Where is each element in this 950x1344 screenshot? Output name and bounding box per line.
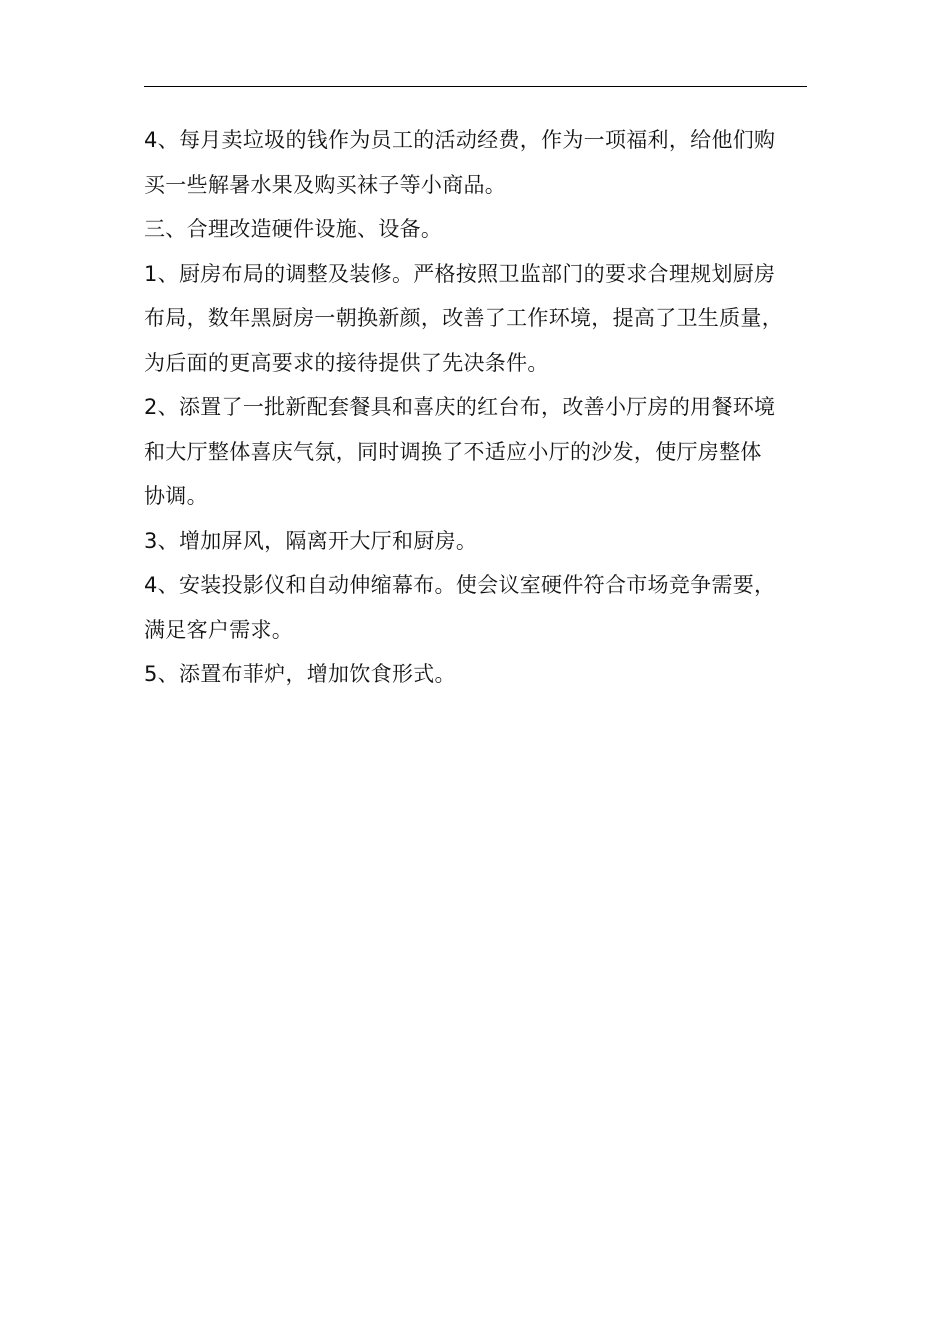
text-line: 买一些解暑水果及购买袜子等小商品。 xyxy=(144,172,507,197)
text-line: 布局，数年黑厨房一朝换新颜，改善了工作环境，提高了卫生质量， xyxy=(144,306,783,330)
header-rule xyxy=(144,86,807,87)
text-line: 1、厨房布局的调整及装修。严格按照卫监部门的要求合理规划厨房 xyxy=(144,261,776,286)
paragraph-screens xyxy=(144,519,816,564)
document-body xyxy=(144,118,816,697)
text-line: 和大厅整体喜庆气氛，同时调换了不适应小厅的沙发，使厅房整体 xyxy=(144,439,762,464)
text-line: 4、安装投影仪和自动伸缩幕布。使会议室硬件符合市场竞争需要， xyxy=(144,573,776,597)
text-line: 5、添置布菲炉，增加饮食形式。 xyxy=(144,662,456,686)
text-line: 3、增加屏风，隔离开大厅和厨房。 xyxy=(144,528,478,553)
section-heading-hardware xyxy=(144,207,816,252)
text-line: 为后面的更高要求的接待提供了先决条件。 xyxy=(144,350,549,375)
text-line: 4、每月卖垃圾的钱作为员工的活动经费，作为一项福利，给他们购 xyxy=(144,128,776,152)
paragraph-tableware xyxy=(144,385,816,519)
paragraph-kitchen-layout xyxy=(144,252,816,386)
text-line: 2、添置了一批新配套餐具和喜庆的红台布，改善小厅房的用餐环境 xyxy=(144,395,776,419)
paragraph-garbage-funds xyxy=(144,118,816,207)
paragraph-projector xyxy=(144,563,816,652)
text-line: 满足客户需求。 xyxy=(144,617,294,642)
paragraph-buffet-stove xyxy=(144,652,816,697)
section-heading: 三、合理改造硬件设施、设备。 xyxy=(144,217,443,241)
text-line: 协调。 xyxy=(144,484,208,508)
